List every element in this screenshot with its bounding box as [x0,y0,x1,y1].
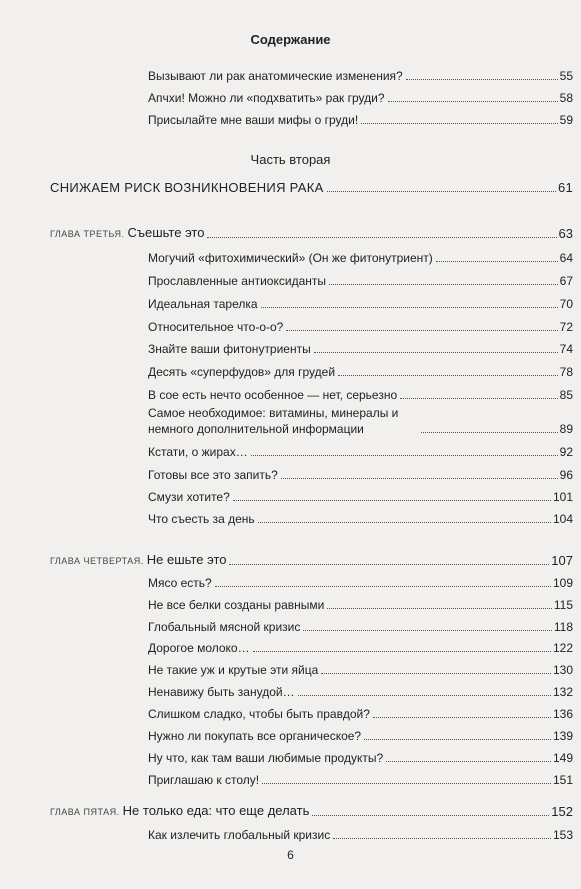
toc-leader [207,236,556,238]
toc-entry-page: 104 [552,512,573,526]
toc-entry-page: 55 [559,69,573,83]
toc-entry-title: Десять «суперфудов» для грудей [148,365,336,379]
toc-entry[interactable] [148,364,573,380]
toc-entry-page: 118 [553,620,573,634]
toc-entry-title: Ненавижу быть занудой… [148,685,295,699]
toc-leader [251,454,558,456]
toc-entry-title: Прославленные антиоксиданты [148,274,326,288]
toc-entry-title: Знайте ваши фитонутриенты [148,342,311,356]
toc-entry[interactable] [148,684,573,700]
toc-entry[interactable] [148,444,573,460]
chapter-heading-entry[interactable] [50,804,573,820]
chapter-title: Не только еда: что еще делать [122,803,310,818]
toc-leader [400,397,557,399]
chapter-page: 152 [551,804,573,819]
toc-entry-title: Что съесть за день [148,512,255,526]
toc-leader [373,716,551,718]
chapter-page: 107 [551,553,573,568]
toc-entry-title: Как излечить глобальный кризис [148,828,331,842]
toc-leader [253,650,551,652]
toc-leader [258,521,551,523]
toc-entry-page: 139 [552,729,573,743]
toc-entry[interactable] [148,68,573,84]
toc-leader [327,190,556,192]
toc-entry-page: 89 [559,422,573,436]
toc-entry-title: Слишком сладко, чтобы быть правдой? [148,707,370,721]
toc-leader [338,374,558,376]
part-heading-page: 61 [557,180,573,195]
toc-entry-page: 130 [552,663,573,677]
chapter-title: Съешьте это [127,225,205,240]
toc-entry-title: Дорогое молоко… [148,641,250,655]
toc-leader [321,672,551,674]
toc-leader [286,329,557,331]
toc-leader [386,760,551,762]
toc-entry-page: 149 [552,751,573,765]
page-title: Содержание [250,32,331,47]
toc-entry-page: 101 [552,490,573,504]
toc-leader [333,837,551,839]
toc-entry-page: 136 [552,707,573,721]
toc-entry[interactable] [148,489,573,505]
chapter-prefix: ГЛАВА ПЯТАЯ. [50,807,120,817]
toc-entry-title: Вызывают ли рак анатомические изменения? [148,69,403,83]
page-number: 6 [287,848,294,862]
toc-leader [406,78,558,80]
toc-entry[interactable] [148,250,573,266]
toc-entry[interactable] [148,772,573,788]
part-heading-entry[interactable] [50,180,573,196]
toc-entry[interactable] [148,405,573,437]
toc-entry-page: 59 [559,113,573,127]
toc-entry-title: Могучий «фитохимический» (Он же фитонутриент) [148,251,433,265]
toc-entry-title: Самое необходимое: витамины, минералы и немного дополнительной информации [148,406,399,436]
chapter-heading-entry[interactable] [50,226,573,242]
toc-entry[interactable] [148,640,573,656]
toc-entry[interactable] [148,319,573,335]
chapter-page: 63 [558,226,573,241]
toc-entry-page: 74 [559,342,573,356]
toc-leader [361,122,557,124]
toc-entry-title: Присылайте мне ваши мифы о груди! [148,113,359,127]
chapter-prefix: ГЛАВА ТРЕТЬЯ. [50,229,125,239]
toc-entry[interactable] [148,341,573,357]
toc-entry-title: Не все белки созданы равными [148,598,325,612]
toc-entry[interactable] [148,728,573,744]
chapter-title: Не ешьте это [146,552,227,567]
toc-entry-title: Нужно ли покупать все органическое? [148,729,362,743]
toc-entry[interactable] [148,296,573,312]
toc-leader [303,629,551,631]
toc-leader [327,607,552,609]
toc-entry[interactable] [148,273,573,289]
toc-entry[interactable] [148,750,573,766]
toc-leader [312,814,549,816]
toc-entry-title: Ну что, как там ваши любимые продукты? [148,751,384,765]
toc-leader [215,585,551,587]
part-heading-title: СНИЖАЕМ РИСК ВОЗНИКНОВЕНИЯ РАКА [50,180,324,195]
toc-leader [329,283,558,285]
toc-leader [233,499,551,501]
toc-leader [421,431,558,433]
toc-entry[interactable] [148,387,573,403]
toc-entry[interactable] [148,575,573,591]
toc-leader [388,100,558,102]
toc-entry-title: Мясо есть? [148,576,212,590]
toc-entry-page: 153 [552,828,573,842]
toc-entry-page: 122 [552,641,573,655]
toc-leader [314,351,558,353]
toc-entry-title: В сое есть нечто особенное — нет, серьезно [148,388,398,402]
chapter-heading-entry[interactable] [50,553,573,569]
toc-entry-page: 85 [559,388,573,402]
toc-entry-page: 67 [559,274,573,288]
toc-entry-page: 92 [559,445,573,459]
toc-entry[interactable] [148,706,573,722]
toc-entry-title: Смузи хотите? [148,490,230,504]
toc-entry-title: Не такие уж и крутые эти яйца [148,663,319,677]
toc-leader [281,477,558,479]
part-label: Часть вторая [250,152,331,167]
toc-entry-title: Готовы все это запить? [148,468,278,482]
toc-entry[interactable] [148,90,573,106]
toc-entry-page: 96 [559,468,573,482]
toc-entry-page: 72 [559,320,573,334]
toc-entry[interactable] [148,467,573,483]
toc-entry-page: 115 [553,598,573,612]
toc-leader [229,563,549,565]
toc-entry-title: Относительное что-о-о? [148,320,284,334]
chapter-prefix: ГЛАВА ЧЕТВЕРТАЯ. [50,556,144,566]
toc-entry[interactable] [148,112,573,128]
toc-entry-page: 58 [559,91,573,105]
toc-entry-page: 70 [559,297,573,311]
toc-entry-page: 151 [552,773,573,787]
toc-entry[interactable] [148,662,573,678]
toc-entry-title: Идеальная тарелка [148,297,258,311]
toc-entry[interactable] [148,827,573,843]
toc-entry-page: 64 [559,251,573,265]
toc-leader [262,782,551,784]
toc-leader [364,738,551,740]
toc-entry-title: Приглашаю к столу! [148,773,260,787]
toc-leader [298,694,551,696]
toc-leader [261,306,558,308]
toc-entry-title: Кстати, о жирах… [148,445,248,459]
toc-entry-title: Апчхи! Можно ли «подхватить» рак груди? [148,91,385,105]
toc-entry-page: 132 [552,685,573,699]
toc-entry-page: 78 [559,365,573,379]
toc-entry-title: Глобальный мясной кризис [148,620,301,634]
toc-entry[interactable] [148,619,573,635]
toc-leader [436,260,558,262]
toc-entry[interactable] [148,597,573,613]
toc-entry-page: 109 [552,576,573,590]
toc-entry[interactable] [148,511,573,527]
